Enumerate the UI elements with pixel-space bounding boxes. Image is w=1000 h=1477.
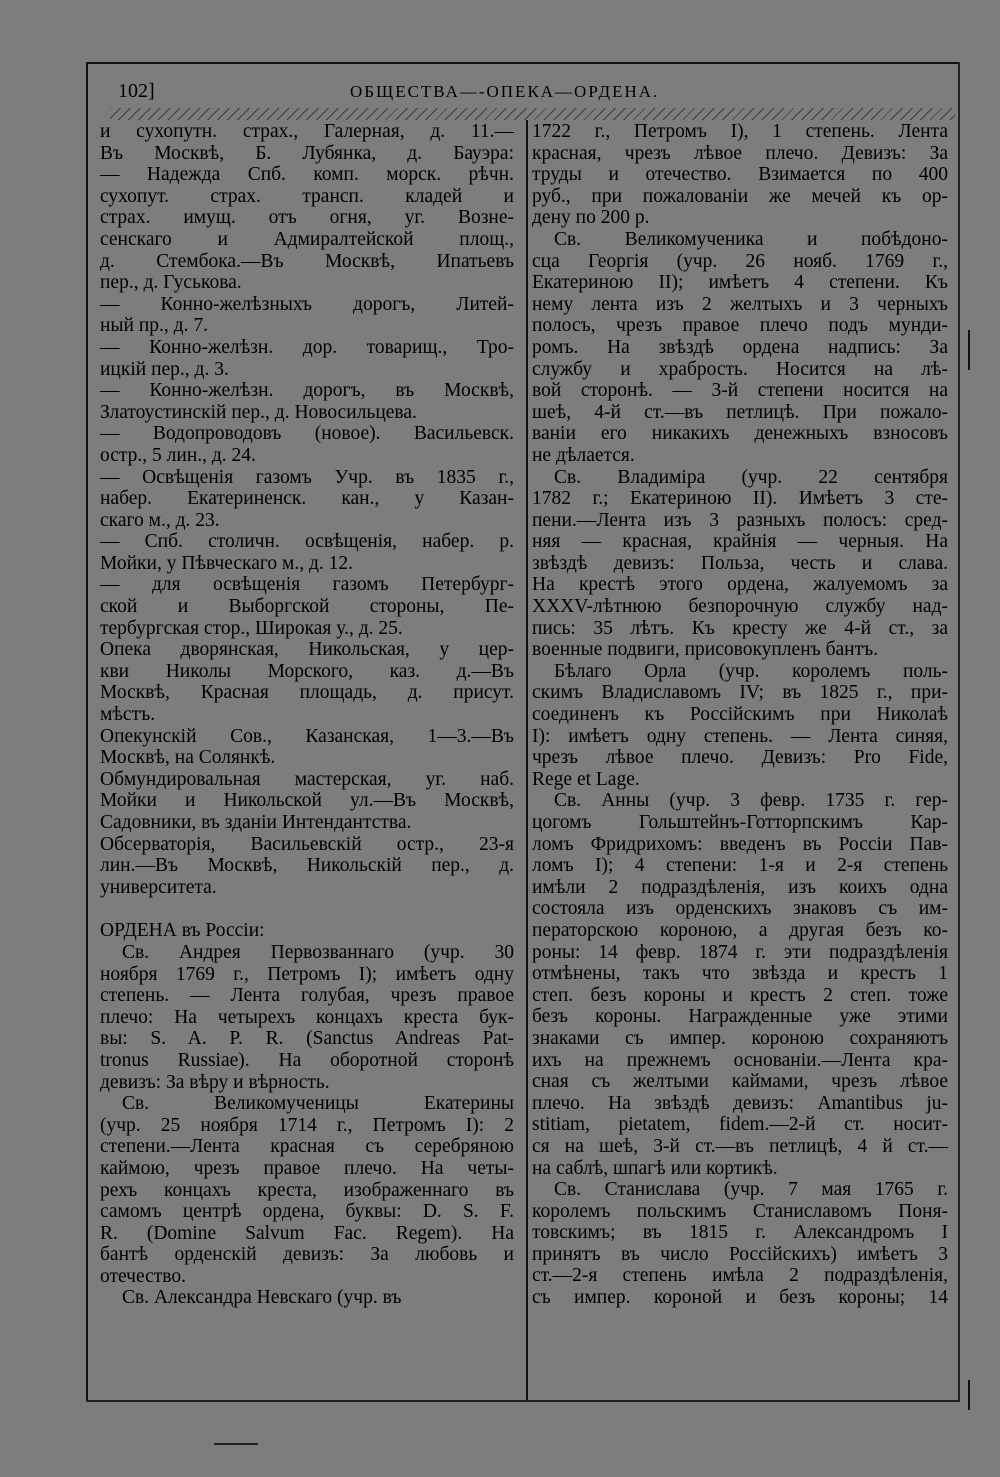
text-line: службу и храбрость. Носится на лѣ- — [532, 358, 948, 380]
text-line: королемъ польскимъ Станиславомъ Поня- — [532, 1200, 948, 1222]
text-line: I): имѣетъ одну степень. — Лента синяя, — [532, 725, 948, 747]
page-number: 102] — [118, 80, 155, 102]
text-line: — Освѣщенія газомъ Учр. въ 1835 г., — [100, 466, 514, 488]
text-line: скаго м., д. 23. — [100, 509, 220, 531]
text-line: полосъ, чрезъ правое плечо подъ мунди- — [532, 315, 948, 337]
text-line: д. Стембока.—Въ Москвѣ, Ипатьевъ — [100, 250, 514, 272]
text-line: товскимъ; въ 1815 г. Александромъ I — [532, 1222, 948, 1244]
text-line: Екатериною II); имѣетъ 4 степени. Къ — [532, 272, 948, 294]
frame-top-rule — [86, 62, 960, 64]
text-line: ломъ I); 4 степени: 1-я и 2-я степень — [532, 855, 948, 877]
text-line: лин.—Въ Москвѣ, Никольскій пер., д. — [100, 855, 514, 877]
text-line: Св. Великомученика и побѣдоно- — [554, 228, 948, 250]
left-column — [100, 121, 514, 1309]
text-line: каймою, чрезъ правое плечо. На четы- — [100, 1157, 514, 1179]
text-line: роны: 14 февр. 1874 г. эти подраздѣленія — [532, 941, 948, 963]
text-line: Св. Анны (учр. 3 февр. 1735 г. гер- — [554, 790, 948, 812]
text-line: Опекунскій Сов., Казанская, 1—3.—Въ — [100, 725, 514, 747]
text-line: университета. — [100, 876, 217, 898]
footer-mark — [214, 1443, 258, 1445]
text-line: остр., 5 лин., д. 24. — [100, 444, 256, 466]
text-line: ицкій пер., д. 3. — [100, 358, 229, 380]
text-line: скимъ Владиславомъ IV; въ 1825 г., при- — [532, 682, 948, 704]
header-ornament-rule — [110, 108, 955, 120]
text-line: девизъ: За вѣру и вѣрность. — [100, 1071, 330, 1093]
text-line: сца Георгія (учр. 26 нояб. 1769 г., — [532, 250, 948, 272]
text-line: пени.—Лента изъ 3 разныхъ полосъ: сред- — [532, 509, 948, 531]
text-line: нему лента изъ 2 желтыхъ и 3 черныхъ — [532, 293, 948, 315]
text-line: имѣли 2 подраздѣленія, изъ коихъ одна — [532, 876, 948, 898]
text-line: — Спб. столичн. освѣщенія, набер. р. — [100, 531, 514, 553]
text-line: не дѣлается. — [532, 444, 635, 466]
text-line: плечо: На четырехъ концахъ креста бук- — [100, 1006, 514, 1028]
text-line: сная съ желтыми каймами, чрезъ лѣвое — [532, 1071, 948, 1093]
text-line: тербургская стор., Широкая у., д. 25. — [100, 617, 403, 639]
text-line: мѣстъ. — [100, 704, 156, 726]
text-line: страх. имущ. отъ огня, уг. Возне- — [100, 207, 514, 229]
text-line: (учр. 25 ноября 1714 г., Петромъ I): 2 — [100, 1114, 514, 1136]
column-separator — [526, 120, 528, 1400]
text-line: ОРДЕНА въ Россіи: — [100, 920, 265, 942]
page-header — [100, 74, 960, 108]
text-line: Св. Великомученицы Екатерины — [122, 1093, 514, 1115]
text-line: ихъ на прежнемъ основаніи.—Лента кра- — [532, 1049, 948, 1071]
text-line: военные подвиги, присовокупленъ бантъ. — [532, 639, 879, 661]
text-line: Св. Андрея Первозваннаго (учр. 30 — [122, 941, 514, 963]
text-line: stitiam, pietatem, fidem.—2-й ст. носит- — [532, 1114, 948, 1136]
text-line: Златоустинскій пер., д. Новосильцева. — [100, 401, 417, 423]
text-line: и сухопутн. страх., Галерная, д. 11.— — [100, 121, 514, 142]
text-line: степ. безъ короны и крестъ 2 степ. тоже — [532, 984, 948, 1006]
text-line: — Конно-желѣзныхъ дорогъ, Литей- — [100, 293, 514, 315]
text-line: чрезъ лѣвое плечо. Девизъ: Pro Fide, — [532, 747, 948, 769]
text-line: сухопут. страх. трансп. кладей и — [100, 185, 514, 207]
running-head: ОБЩЕСТВА—-ОПЕКА—ОРДЕНА. — [350, 82, 660, 101]
text-line: отечество. — [100, 1265, 187, 1287]
text-line: ломъ Фридрихомъ: введенъ въ Россіи Пав- — [532, 833, 948, 855]
text-line: — Водопроводовъ (новое). Васильевск. — [100, 423, 514, 445]
text-line: Обмундировальная мастерская, уг. наб. — [100, 768, 514, 790]
text-line: ромъ. На звѣздѣ ордена надпись: За — [532, 336, 948, 358]
text-line: пись: 35 лѣтъ. Къ кресту же 4-й ст., за — [532, 617, 948, 639]
text-line: ноября 1769 г., Петромъ I); имѣетъ одну — [100, 963, 514, 985]
text-line: дену по 200 р. — [532, 207, 650, 229]
text-line: Въ Москвѣ, Б. Лубянка, д. Бауэра: — [100, 142, 514, 164]
text-line: Обсерваторія, Васильевскій остр., 23-я — [100, 833, 514, 855]
text-line: отмѣнены, такъ что звѣзда и крестъ 1 — [532, 963, 948, 985]
text-line: бантѣ орденскій девизъ: За любовь и — [100, 1244, 514, 1266]
text-line: Бѣлаго Орла (учр. королемъ поль- — [554, 660, 948, 682]
text-line: ваніи его никакихъ денежныхъ взносовъ — [532, 423, 948, 445]
text-line: принятъ въ число Россійскихъ) имѣетъ 3 — [532, 1243, 948, 1265]
text-line: степени.—Лента красная съ серебряною — [100, 1136, 514, 1158]
text-line: шеѣ, 4-й ст.—въ петлицѣ. При пожало- — [532, 401, 948, 423]
text-line: ся на шеѣ, 3-й ст.—въ петлицѣ, 4 й ст.— — [532, 1135, 948, 1157]
text-line: — Надежда Спб. комп. морск. рѣчн. — [100, 164, 514, 186]
text-line: сенскаго и Адмиралтейской площ., — [100, 228, 514, 250]
text-line: рехъ концахъ креста, изображеннаго въ — [100, 1179, 514, 1201]
text-line: плечо. На звѣздѣ девизъ: Amantibus ju- — [532, 1092, 948, 1114]
text-line: степень. — Лента голубая, чрезъ правое — [100, 985, 514, 1007]
right-column — [532, 121, 948, 1309]
text-line: звѣздѣ девизъ: Польза, честь и слава. — [532, 552, 948, 574]
text-line: знаками съ импер. короною сохраняютъ — [532, 1027, 948, 1049]
text-line: XXXV-лѣтнюю безпорочную службу над- — [532, 596, 948, 618]
text-line: труды и отечество. Взимается по 400 — [532, 164, 948, 186]
text-line: ской и Выборгской стороны, Пе- — [100, 596, 514, 618]
margin-mark — [968, 330, 970, 370]
text-line: R. (Domine Salvum Fac. Regem). На — [100, 1222, 514, 1244]
text-line — [100, 898, 514, 920]
text-line: Св. Владиміра (учр. 22 сентября — [554, 466, 948, 488]
text-line: На крестѣ этого ордена, жалуемомъ за — [532, 574, 948, 596]
margin-mark — [968, 1380, 970, 1410]
text-line: набер. Екатериненск. кан., у Казан- — [100, 488, 514, 510]
text-line: Мойки и Никольской ул.—Въ Москвѣ, — [100, 790, 514, 812]
text-line: Садовники, въ зданіи Интендантства. — [100, 812, 412, 833]
text-line: Опека дворянская, Никольская, у цер- — [100, 639, 514, 661]
text-line: ный пр., д. 7. — [100, 315, 208, 337]
text-line: няя — красная, крайнія — черныя. На — [532, 531, 948, 553]
text-line: пер., д. Гуськова. — [100, 272, 242, 294]
text-line: самомъ центрѣ ордена, буквы: D. S. F. — [100, 1201, 514, 1223]
text-line: руб., при пожалованіи же мечей къ ор- — [532, 185, 948, 207]
text-line: — Конно-желѣзн. дорогъ, въ Москвѣ, — [100, 380, 514, 402]
text-line: tronus Russiae). На оборотной сторонѣ — [100, 1049, 514, 1071]
text-line: Св. Александра Невскаго (учр. въ — [122, 1287, 402, 1309]
text-line: цогомъ Гольштейнъ-Готторпскимъ Кар- — [532, 812, 948, 833]
text-line: 1782 г.; Екатериною II). Имѣетъ 3 сте- — [532, 488, 948, 510]
text-line: Св. Станислава (учр. 7 мая 1765 г. — [554, 1179, 948, 1201]
frame-bottom-rule — [86, 1400, 960, 1402]
frame-left-rule — [86, 62, 88, 1402]
text-line: ператорскою короною, а другая безъ ко- — [532, 919, 948, 941]
text-line: на саблѣ, шпагѣ или кортикѣ. — [532, 1157, 778, 1179]
text-line: соединенъ къ Россійскимъ при Николаѣ — [532, 704, 948, 726]
text-line: ст.—2-я степень имѣла 2 подраздѣленія, — [532, 1265, 948, 1287]
text-line: съ импер. короной и безъ короны; 14 — [532, 1287, 948, 1309]
text-line: Москвѣ, на Солянкѣ. — [100, 747, 276, 769]
text-line: — для освѣщенія газомъ Петербург- — [100, 574, 514, 596]
text-line: кви Николы Морского, каз. д.—Въ — [100, 660, 514, 682]
text-line: состояла изъ орденскихъ знаковъ съ им- — [532, 898, 948, 920]
frame-right-rule — [958, 62, 960, 1402]
text-line: Мойки, у Пѣвческаго м., д. 12. — [100, 552, 354, 574]
text-line: вы: S. A. P. R. (Sanctus Andreas Pat- — [100, 1028, 514, 1050]
text-line: 1722 г., Петромъ I), 1 степень. Лента — [532, 121, 948, 142]
text-line: вой сторонѣ. — 3-й степени носится на — [532, 380, 948, 402]
text-line: — Конно-желѣзн. дор. товарищ., Тро- — [100, 336, 514, 358]
text-line: безъ короны. Награжденные уже этими — [532, 1006, 948, 1028]
text-line: Москвѣ, Красная площадь, д. присут. — [100, 682, 514, 704]
text-line: красная, чрезъ лѣвое плечо. Девизъ: За — [532, 142, 948, 164]
text-line: Rege et Lage. — [532, 768, 640, 790]
